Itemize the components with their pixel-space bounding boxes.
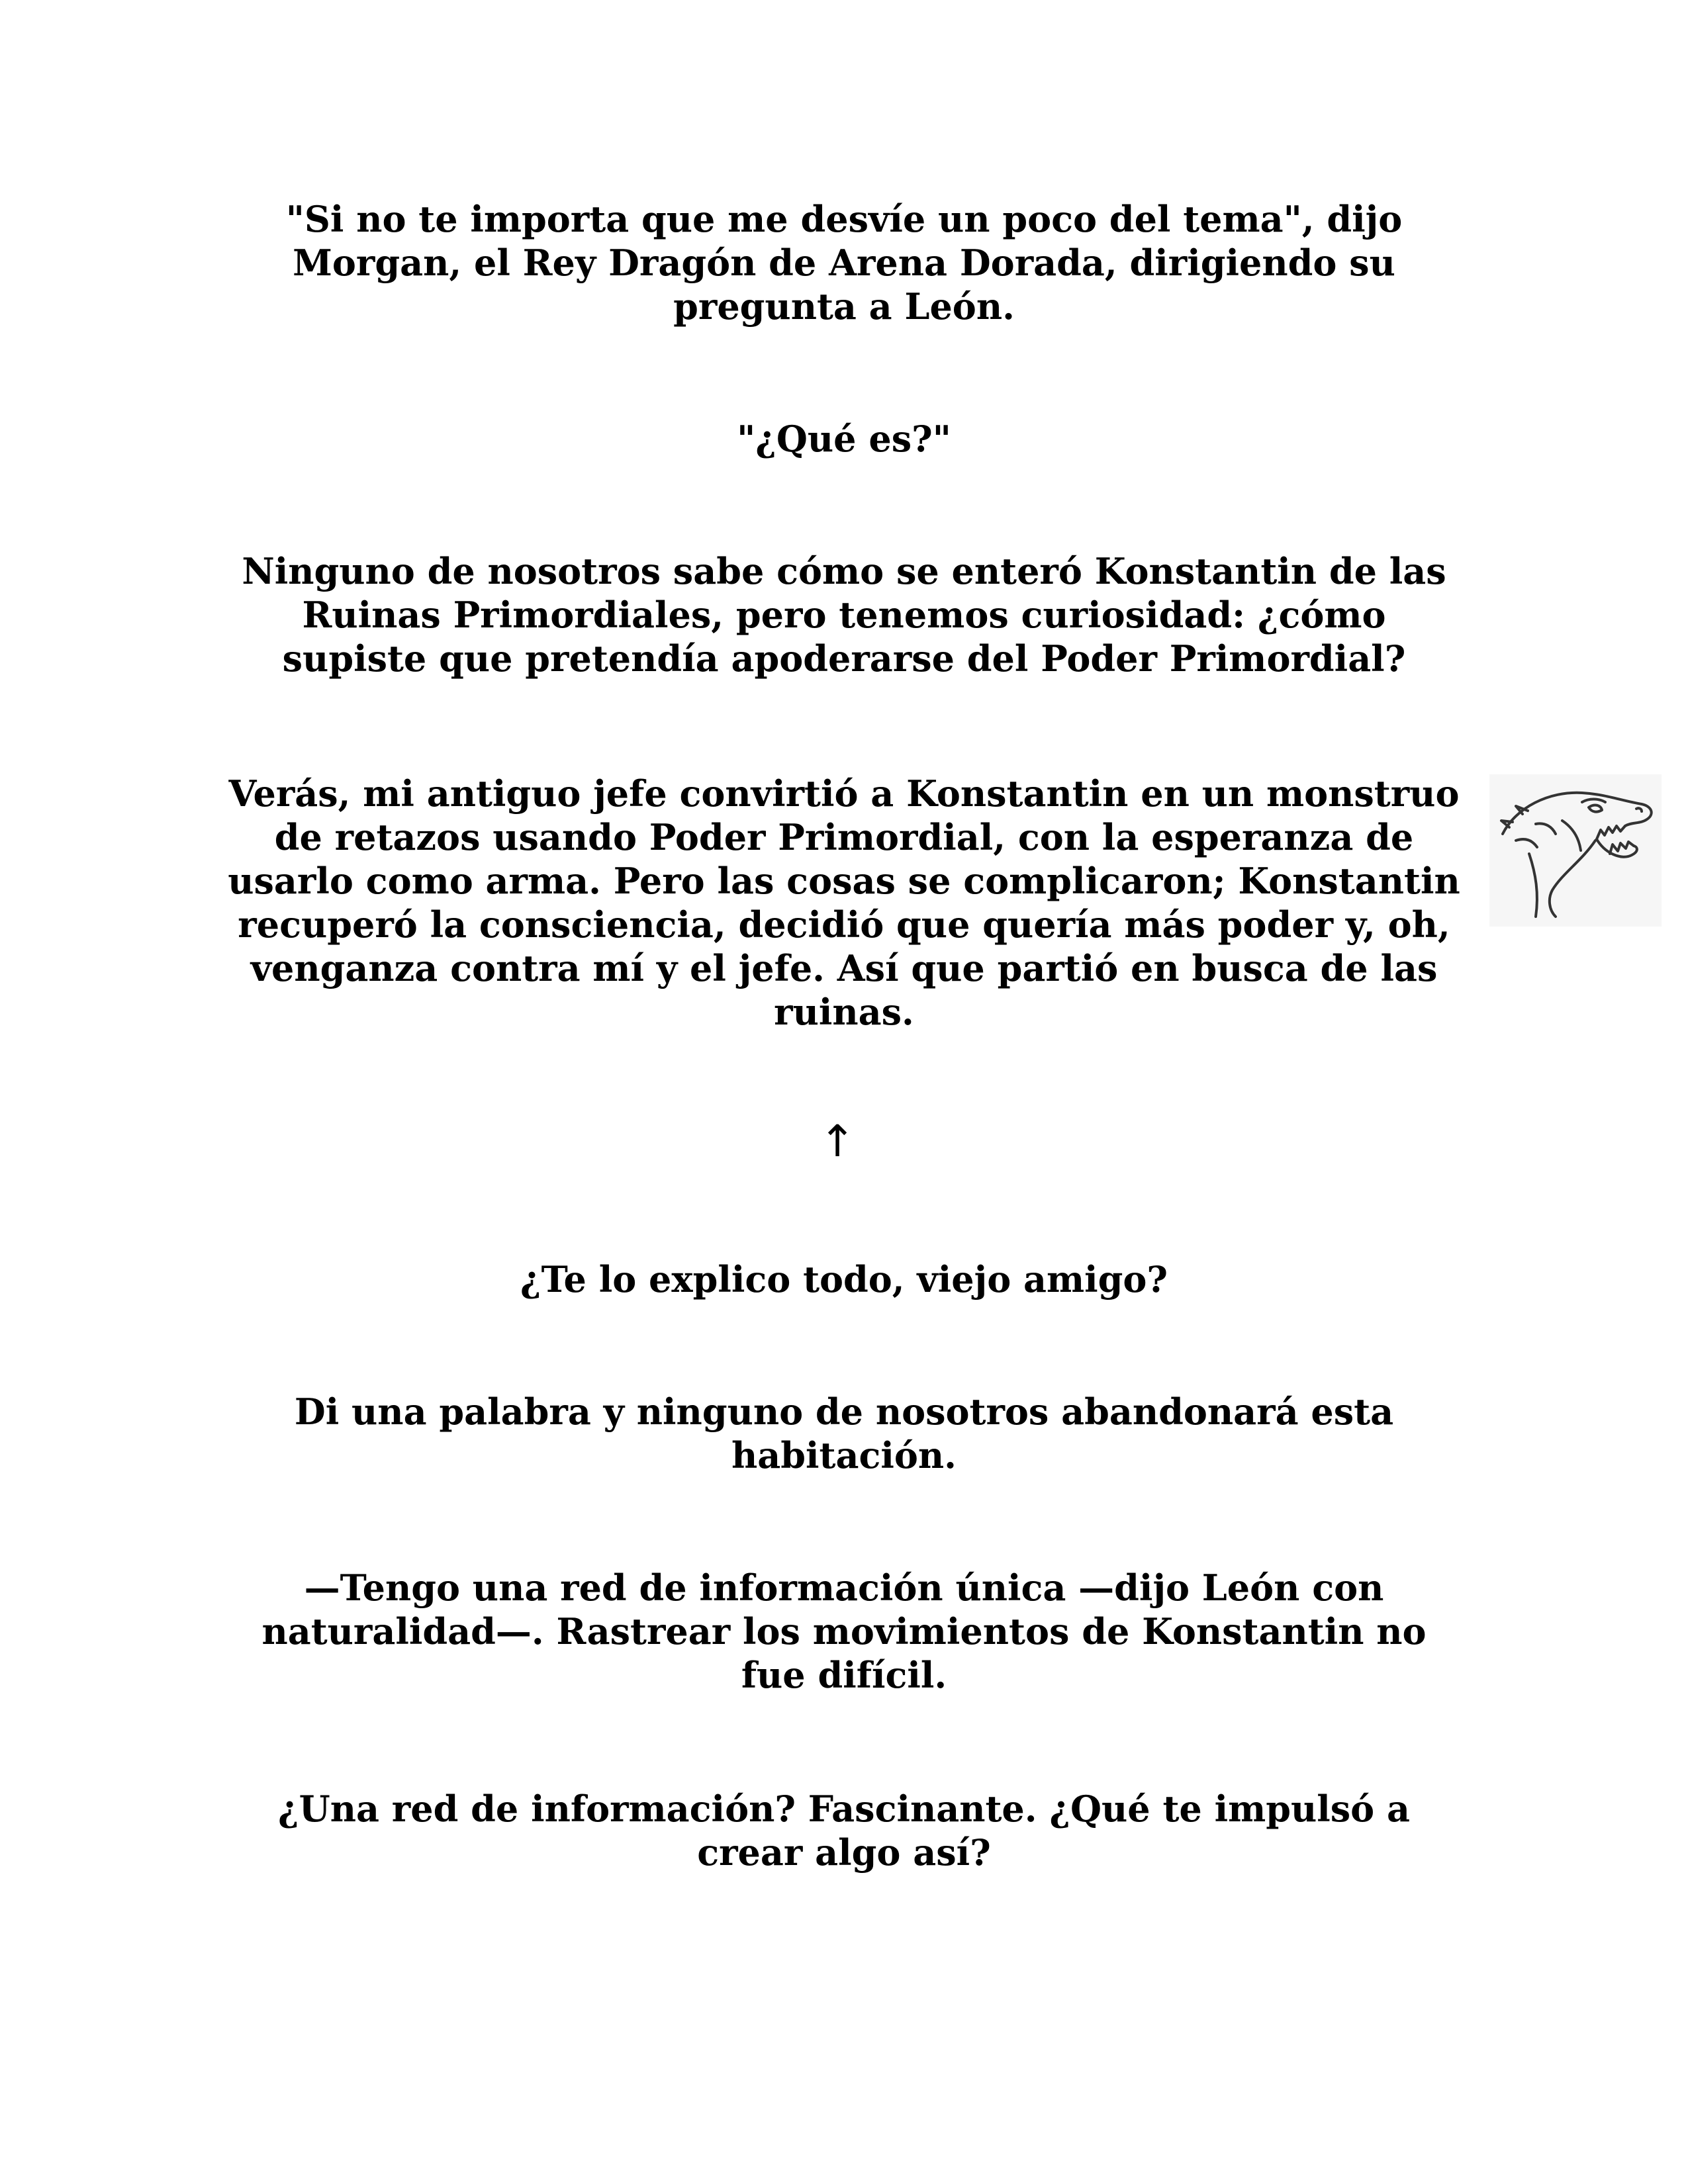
paragraph-7: —Tengo una red de información única —dijo León con naturalidad—. Rastrear los movimientos de Konstantin no fue difícil. <box>261 1567 1427 1696</box>
paragraph-3: Ninguno de nosotros sabe cómo se enteró Konstantin de las Ruinas Primordiales, pero tenemos curiosidad: ¿cómo supiste que pretendía apoderarse del Poder Primordial? <box>242 550 1446 680</box>
dinosaur-head-sketch-icon <box>1489 774 1662 927</box>
up-arrow-icon: ↑ <box>819 1116 856 1167</box>
paragraph-2: "¿Qué es?" <box>737 418 951 460</box>
paragraph-1: "Si no te importa que me desvíe un poco del tema", dijo Morgan, el Rey Dragón de Arena Dorada, dirigiendo su pregunta a León. <box>285 198 1403 328</box>
paragraph-5: ¿Te lo explico todo, viejo amigo? <box>520 1258 1168 1300</box>
paragraph-8: ¿Una red de información? Fascinante. ¿Qué te impulsó a crear algo así? <box>278 1788 1410 1874</box>
paragraph-4: Verás, mi antiguo jefe convirtió a Konstantin en un monstruo de retazos usando Poder Primordial, con la esperanza de usarlo como arma. Pero las cosas se complicaron; Konstantin recuperó la consciencia, decidió que quería más poder y, oh, venganza contra mí y el jefe. Así que partió en busca de las ruinas. <box>228 772 1460 1033</box>
paragraph-6: Di una palabra y ninguno de nosotros abandonará esta habitación. <box>294 1390 1394 1477</box>
